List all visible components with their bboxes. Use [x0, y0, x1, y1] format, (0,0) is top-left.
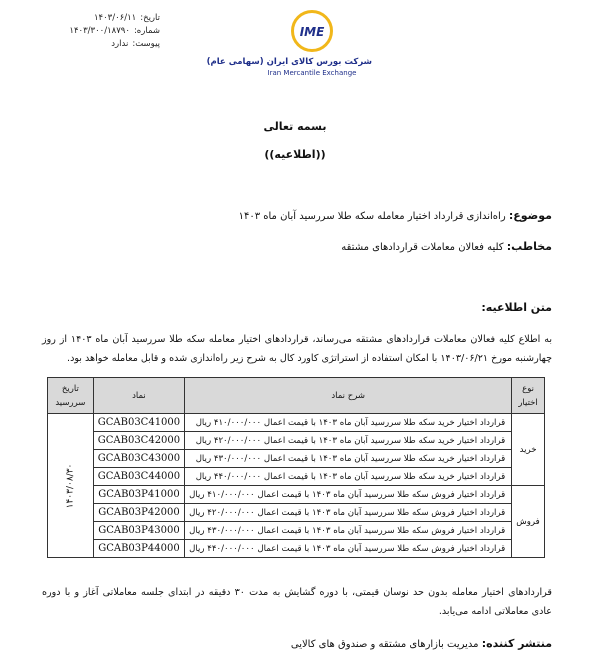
option-symbol: GCAB03P43000	[93, 522, 184, 540]
option-symbol: GCAB03C43000	[93, 450, 184, 468]
ime-logo-icon	[295, 21, 329, 41]
table-row	[48, 414, 545, 432]
attachment-value: ندارد	[111, 39, 129, 49]
body-heading-label: متن اطلاعیه:	[481, 301, 552, 314]
table-row	[48, 432, 545, 450]
option-type-call: خرید	[512, 414, 545, 486]
option-symbol: GCAB03P44000	[93, 540, 184, 558]
date-value: ۱۴۰۳/۰۶/۱۱	[93, 13, 137, 23]
salutation: بسمه تعالی	[263, 120, 327, 133]
option-symbol: GCAB03P41000	[93, 486, 184, 504]
number-value: ۱۴۰۳/۳۰۰/۱۸۷۹۰	[69, 26, 130, 36]
table-header-row	[48, 378, 545, 414]
publisher-label: منتشر کننده:	[481, 637, 552, 650]
header-description: شرح نماد	[185, 378, 512, 414]
subject-text: راه‌اندازی قرارداد اختیار معامله سکه طلا سررسید آبان ماه ۱۴۰۳	[238, 211, 506, 222]
ime-logo	[206, 10, 372, 100]
table-row	[48, 468, 545, 486]
maturity-date-cell	[48, 414, 94, 558]
ime-logo-mark	[291, 10, 333, 52]
table-row	[48, 540, 545, 558]
number-row	[40, 25, 160, 38]
notice-paragraph: به اطلاع کلیه فعالان معاملات قراردادهای مشتقه می‌رساند، قراردادهای اختیار معامله سکه طلا سررسید آبان ماه ۱۴۰۳ از روز چهارشنبه مورخ ۱۴۰۳/۰۶/۲۱ با امکان استفاده از استراتژی کاورد کال به شرح زیر راه‌اندازی شده و قابل معامله خواهد بود.	[42, 334, 553, 364]
option-description: قرارداد اختیار خرید سکه طلا سررسید آبان ماه ۱۴۰۳ با قیمت اعمال ۴۳۰/۰۰۰/۰۰۰ ریال	[185, 450, 512, 468]
letter-meta	[40, 12, 160, 51]
option-description: قرارداد اختیار فروش سکه طلا سررسید آبان ماه ۱۴۰۳ با قیمت اعمال ۴۴۰/۰۰۰/۰۰۰ ریال	[185, 540, 512, 558]
body-heading	[481, 301, 552, 314]
table-row	[48, 522, 545, 540]
option-symbol: GCAB03C42000	[93, 432, 184, 450]
option-description: قرارداد اختیار فروش سکه طلا سررسید آبان ماه ۱۴۰۳ با قیمت اعمال ۴۳۰/۰۰۰/۰۰۰ ریال	[185, 522, 512, 540]
date-row	[40, 12, 160, 25]
publisher-text: مدیریت بازارهای مشتقه و صندوق های کالایی	[290, 639, 479, 650]
audience-line	[341, 240, 552, 253]
table-row	[48, 486, 545, 504]
publisher-line	[291, 637, 552, 650]
option-description: قرارداد اختیار خرید سکه طلا سررسید آبان ماه ۱۴۰۳ با قیمت اعمال ۴۱۰/۰۰۰/۰۰۰ ریال	[185, 414, 512, 432]
option-type-put: فروش	[512, 486, 545, 558]
number-label: شماره:	[133, 26, 160, 36]
table-row	[48, 504, 545, 522]
option-description: قرارداد اختیار فروش سکه طلا سررسید آبان ماه ۱۴۰۳ با قیمت اعمال ۴۱۰/۰۰۰/۰۰۰ ریال	[185, 486, 512, 504]
header-maturity: تاریخ سررسید	[48, 378, 94, 414]
notice-title: ((اطلاعیه))	[264, 148, 326, 161]
option-symbol: GCAB03C44000	[93, 468, 184, 486]
header-symbol: نماد	[93, 378, 184, 414]
table-row	[48, 450, 545, 468]
maturity-date: ۱۴۰۳/۰۸/۳۰	[65, 463, 76, 508]
attachment-row	[40, 38, 160, 51]
options-table	[47, 377, 545, 558]
option-description: قرارداد اختیار خرید سکه طلا سررسید آبان ماه ۱۴۰۳ با قیمت اعمال ۴۲۰/۰۰۰/۰۰۰ ریال	[185, 432, 512, 450]
audience-label: مخاطب:	[506, 240, 552, 253]
ime-logo-text: IME	[299, 25, 325, 39]
subject-line	[239, 209, 552, 222]
attachment-label: پیوست:	[132, 39, 160, 49]
header-option-type: نوع اختیار	[512, 378, 545, 414]
date-label: تاریخ:	[140, 13, 160, 23]
company-name-en: Iran Mercantile Exchange	[267, 69, 357, 77]
subject-label: موضوع:	[508, 209, 552, 222]
audience-text: کلیه فعالان معاملات قراردادهای مشتقه	[341, 242, 504, 253]
option-symbol: GCAB03C41000	[93, 414, 184, 432]
option-symbol: GCAB03P42000	[93, 504, 184, 522]
company-name-fa: شرکت بورس کالای ایران (سهامی عام)	[206, 57, 372, 67]
option-description: قرارداد اختیار خرید سکه طلا سررسید آبان ماه ۱۴۰۳ با قیمت اعمال ۴۴۰/۰۰۰/۰۰۰ ریال	[185, 468, 512, 486]
option-description: قرارداد اختیار فروش سکه طلا سررسید آبان ماه ۱۴۰۳ با قیمت اعمال ۴۲۰/۰۰۰/۰۰۰ ریال	[185, 504, 512, 522]
trading-terms-paragraph: قراردادهای اختیار معامله بدون حد نوسان قیمتی، با دوره گشایش به مدت ۳۰ دقیقه در ابتدای جلسه معاملاتی آغاز و با دوره عادی معاملاتی ادامه می‌یابد.	[42, 587, 552, 617]
